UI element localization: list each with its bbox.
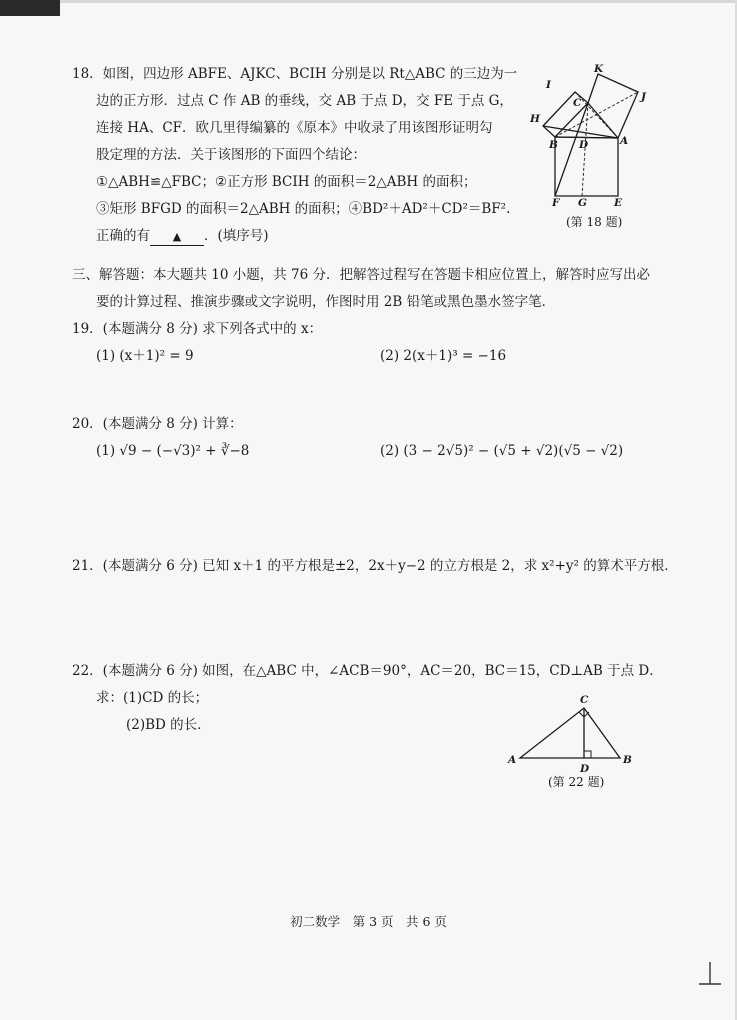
q22-part-1: 求：(1)CD 的长； (96, 690, 209, 706)
q22-figure-caption: (第 22 题) (548, 775, 605, 789)
section-3-heading: 三、解答题：本大题共 10 小题，共 76 分．把解答过程写在答题卡相应位置上，解答时应写出必 (72, 267, 651, 283)
label-i: I (546, 79, 551, 91)
label-j: J (641, 91, 646, 103)
label-h: H (530, 113, 540, 125)
segment-ab (555, 137, 618, 138)
label-d: D (579, 139, 589, 151)
label-b: B (549, 139, 558, 151)
q20-stem: 20．(本题满分 8 分) 计算： (72, 416, 243, 432)
q18-figure-caption: (第 18 题) (566, 215, 623, 229)
q18-line-1: 18．如图，四边形 ABFE、AJKC、BCIH 分别是以 Rt△ABC 的三边为一 (72, 66, 518, 82)
label-f: F (552, 197, 560, 209)
section-3-instructions: 要的计算过程、推演步骤或文字说明，作图时用 2B 铅笔或黑色墨水签字笔． (96, 294, 556, 310)
label-d: D (580, 763, 590, 775)
q22-figure (500, 688, 640, 778)
q19-part-2: (2) 2(x＋1)³ = −16 (380, 348, 507, 364)
q18-answer-prefix: 正确的有 (96, 228, 150, 244)
q22-part-2: (2)BD 的长． (126, 717, 211, 733)
label-c: C (580, 694, 589, 706)
q18-line-2: 边的正方形．过点 C 作 AB 的垂线，交 AB 于点 D，交 FE 于点 G， (96, 93, 513, 109)
label-a: A (508, 754, 517, 766)
q18-line-3: 连接 HA、CF．欧几里得编纂的《原本》中收录了用该图形证明勾 (96, 120, 493, 136)
answer-blank (150, 228, 204, 246)
scan-edge-line (60, 0, 737, 3)
blank-triangle-mark: ▲ (172, 230, 182, 243)
scan-corner-mark (697, 960, 723, 988)
label-a: A (620, 135, 629, 147)
label-c: C (573, 97, 582, 109)
q22-stem: 22．(本题满分 6 分) 如图，在△ABC 中，∠ACB＝90°，AC＝20，BC＝15，CD⊥AB 于点 D． (72, 663, 663, 679)
q18-line-6: ③矩形 BFGD 的面积＝2△ABH 的面积；④BD²＋AD²＋CD²＝BF². (96, 201, 511, 217)
q20-part-1: (1) √9 − (−√3)² + ∛−8 (96, 443, 250, 459)
q18-line-4: 股定理的方法．关于该图形的下面四个结论： (96, 147, 366, 163)
q20-part-2: (2) (3 − 2√5)² − (√5 + √2)(√5 − √2) (380, 443, 624, 459)
q18-answer-suffix: ．(填序号) (204, 228, 269, 244)
q21-stem: 21．(本题满分 6 分) 已知 x＋1 的平方根是±2，2x＋y−2 的立方根是 2，求 x²+y² 的算术平方根． (72, 558, 678, 574)
right-angle-mark-d (584, 751, 591, 758)
page-footer: 初二数学 第 3 页 共 6 页 (290, 914, 447, 929)
q18-line-5: ①△ABH≌△FBC；②正方形 BCIH 的面积＝2△ABH 的面积； (96, 174, 477, 190)
q19-part-1: (1) (x＋1)² = 9 (96, 348, 194, 364)
label-b: B (623, 754, 632, 766)
label-e: E (614, 197, 623, 209)
scan-edge-bar (0, 0, 60, 16)
label-k: K (594, 63, 604, 75)
q19-stem: 19．(本题满分 8 分) 求下列各式中的 x： (72, 321, 323, 337)
label-g: G (578, 197, 587, 209)
q18-line-7 (96, 226, 269, 246)
triangle-abc (520, 708, 620, 758)
q18-figure (510, 58, 660, 218)
